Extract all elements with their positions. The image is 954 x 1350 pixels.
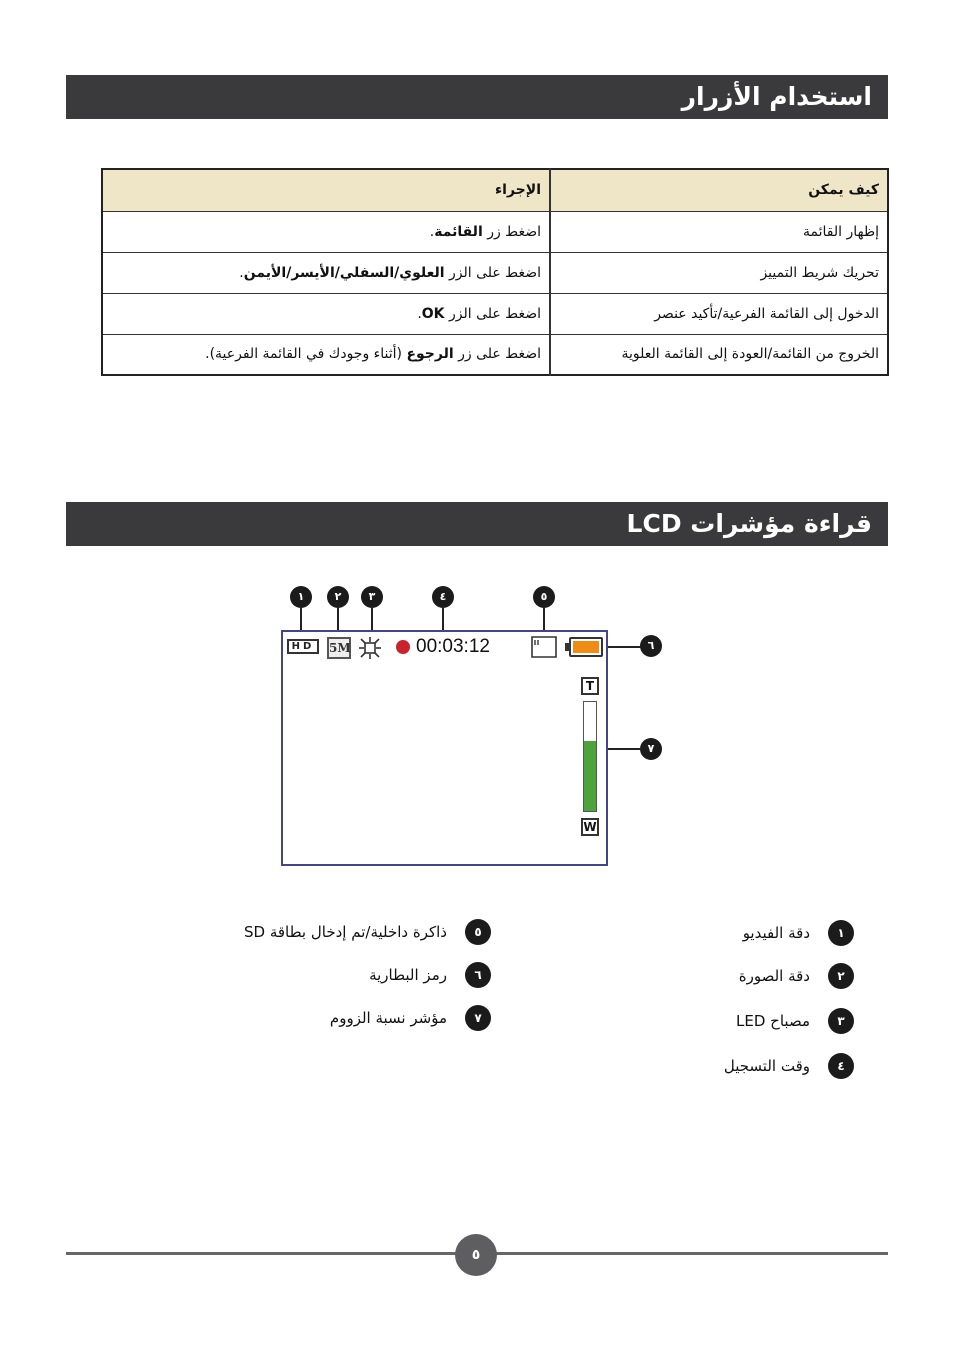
cell-how: الخروج من القائمة/العودة إلى القائمة العلوية	[550, 334, 888, 375]
legend-number: ١	[828, 920, 854, 946]
led-light-icon	[357, 637, 383, 659]
action-key: القائمة	[434, 223, 483, 240]
legend-text: دقة الفيديو	[742, 924, 810, 942]
table-row	[102, 252, 888, 293]
legend-item	[369, 962, 491, 988]
cell-action	[102, 211, 550, 252]
cell-how: تحريك شريط التمييز	[550, 252, 888, 293]
photo-resolution-icon: 5M	[327, 637, 351, 659]
cell-action	[102, 293, 550, 334]
legend-item	[244, 919, 491, 945]
legend-text: وقت التسجيل	[723, 1057, 810, 1075]
legend-text: ذاكرة داخلية/تم إدخال بطاقة SD	[244, 923, 447, 941]
legend-number: ٢	[828, 963, 854, 989]
table-header-row	[102, 169, 888, 211]
action-suffix: .	[417, 305, 422, 322]
legend-item	[739, 963, 854, 989]
legend-item	[743, 920, 854, 946]
table-row	[102, 293, 888, 334]
legend-number: ٥	[465, 919, 491, 945]
action-text: اضغط على زر	[453, 346, 541, 363]
callout-2: ٢	[327, 586, 349, 608]
cell-how: الدخول إلى القائمة الفرعية/تأكيد عنصر	[550, 293, 888, 334]
action-text: اضغط على الزر	[444, 305, 541, 322]
action-text: اضغط زر	[482, 223, 541, 240]
video-resolution-icon: HD	[287, 639, 319, 654]
table-row	[102, 334, 888, 375]
cell-how: إظهار القائمة	[550, 211, 888, 252]
action-suffix: .	[429, 223, 435, 240]
legend-text: دقة الصورة	[738, 967, 810, 985]
legend-number: ٤	[828, 1053, 854, 1079]
callout-7: ٧	[640, 738, 662, 760]
legend-number: ٧	[465, 1005, 491, 1031]
battery-terminal	[565, 643, 569, 651]
legend-item	[724, 1053, 854, 1079]
leader-line	[604, 646, 641, 648]
battery-level	[573, 641, 599, 653]
action-suffix: .	[239, 264, 244, 281]
recording-time: 00:03:12	[416, 636, 490, 657]
legend-item	[736, 1008, 854, 1034]
cell-action	[102, 252, 550, 293]
section-title-buttons: استخدام الأزرار	[66, 75, 888, 119]
action-key: OK	[421, 305, 445, 322]
table-row	[102, 211, 888, 252]
cell-action	[102, 334, 550, 375]
lcd-screen	[281, 630, 608, 866]
callout-1: ١	[290, 586, 312, 608]
header-action: الإجراء	[102, 169, 550, 211]
action-text: اضغط على الزر	[444, 264, 541, 281]
page-number: ٥	[455, 1234, 497, 1276]
zoom-tele-icon: T	[581, 677, 599, 695]
legend-text: مصباح LED	[736, 1012, 810, 1030]
record-indicator-icon	[396, 640, 410, 654]
callout-6: ٦	[640, 635, 662, 657]
zoom-bar	[583, 701, 597, 812]
zoom-wide-icon: W	[581, 818, 599, 836]
callout-3: ٣	[361, 586, 383, 608]
legend-item	[330, 1005, 491, 1031]
legend-number: ٦	[465, 962, 491, 988]
callout-5: ٥	[533, 586, 555, 608]
action-suffix: (أثناء وجودك في القائمة الفرعية).	[205, 346, 407, 363]
memory-card-icon	[531, 636, 557, 658]
callout-4: ٤	[432, 586, 454, 608]
action-key: الرجوع	[406, 346, 454, 363]
battery-icon	[569, 637, 603, 657]
button-usage-table	[101, 168, 889, 376]
section-title-lcd: قراءة مؤشرات LCD	[66, 502, 888, 546]
legend-text: رمز البطارية	[369, 966, 447, 984]
action-key: العلوي/السفلي/الأيسر/الأيمن	[243, 264, 445, 281]
legend-text: مؤشر نسبة الزووم	[329, 1009, 447, 1027]
zoom-level	[584, 741, 596, 811]
legend-number: ٣	[828, 1008, 854, 1034]
header-how: كيف يمكن	[550, 169, 888, 211]
